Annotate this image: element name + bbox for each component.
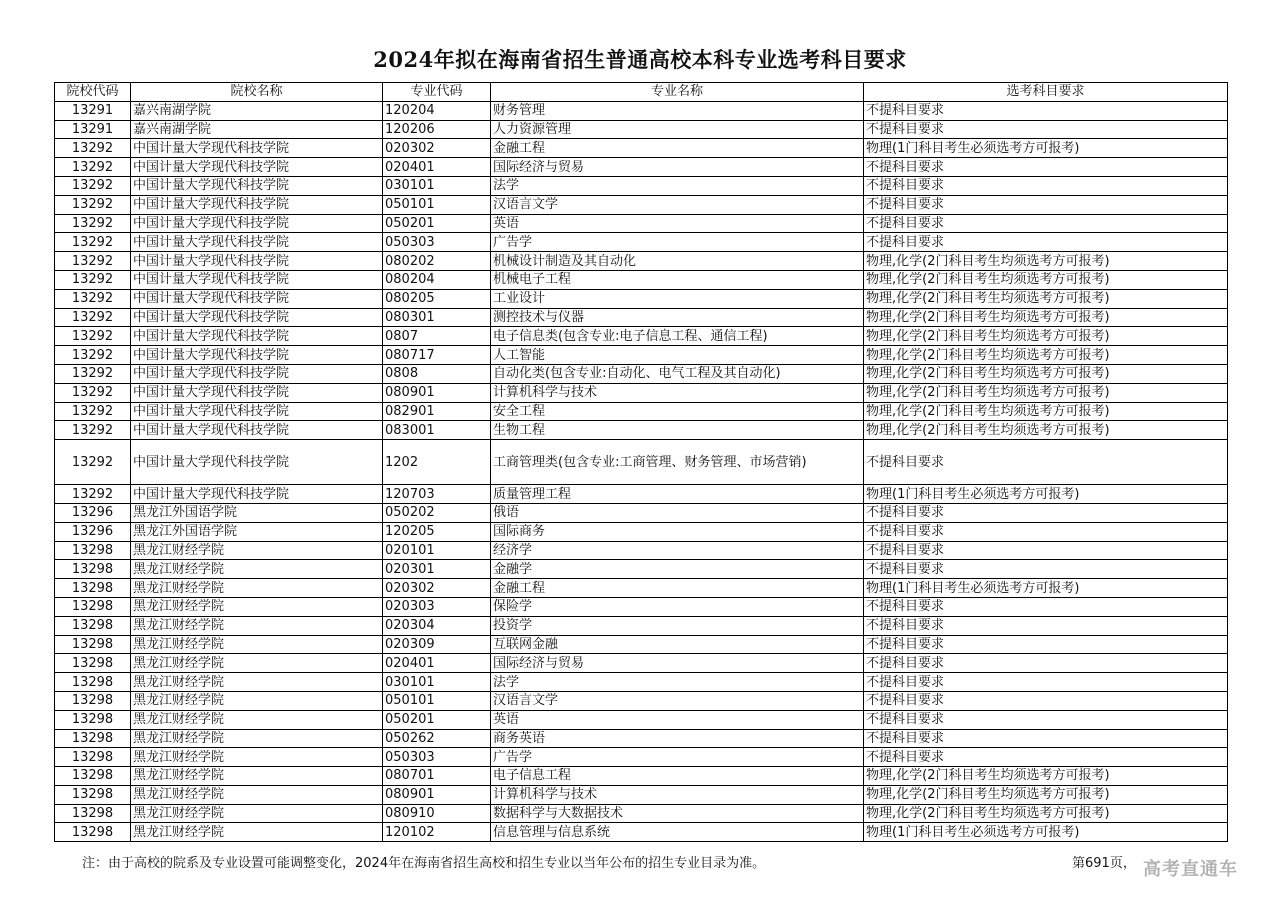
major-name-cell: 法学 (491, 176, 864, 195)
school-name-cell: 中国计量大学现代科技学院 (131, 346, 383, 365)
subject-requirement-cell: 物理,化学(2门科目考生均须选考方可报考) (864, 767, 1228, 786)
table-row (55, 635, 1228, 654)
school-code-cell: 13292 (55, 327, 131, 346)
major-name-cell: 生物工程 (491, 421, 864, 440)
major-name-cell: 电子信息类(包含专业:电子信息工程、通信工程) (491, 327, 864, 346)
subject-requirement-cell: 不提科目要求 (864, 597, 1228, 616)
major-code-cell: 020101 (383, 541, 491, 560)
major-code-cell: 030101 (383, 176, 491, 195)
table-row (55, 616, 1228, 635)
subject-requirement-cell: 不提科目要求 (864, 710, 1228, 729)
table-row (55, 748, 1228, 767)
school-name-cell: 黑龙江财经学院 (131, 616, 383, 635)
subject-requirement-cell: 不提科目要求 (864, 748, 1228, 767)
school-name-cell: 黑龙江财经学院 (131, 785, 383, 804)
school-name-cell: 黑龙江财经学院 (131, 673, 383, 692)
school-code-cell: 13298 (55, 823, 131, 842)
school-code-cell: 13292 (55, 440, 131, 485)
major-code-cell: 080205 (383, 289, 491, 308)
school-code-cell: 13298 (55, 560, 131, 579)
school-name-cell: 中国计量大学现代科技学院 (131, 485, 383, 504)
school-code-cell: 13292 (55, 346, 131, 365)
school-code-cell: 13292 (55, 195, 131, 214)
subject-requirement-cell: 物理,化学(2门科目考生均须选考方可报考) (864, 308, 1228, 327)
school-code-cell: 13292 (55, 485, 131, 504)
school-name-cell: 黑龙江外国语学院 (131, 503, 383, 522)
subject-requirement-cell: 不提科目要求 (864, 440, 1228, 485)
school-name-cell: 黑龙江财经学院 (131, 804, 383, 823)
school-code-cell: 13296 (55, 522, 131, 541)
major-name-cell: 测控技术与仪器 (491, 308, 864, 327)
table-row (55, 654, 1228, 673)
subject-requirement-cell: 不提科目要求 (864, 503, 1228, 522)
school-name-cell: 中国计量大学现代科技学院 (131, 233, 383, 252)
table-row (55, 308, 1228, 327)
school-code-cell: 13298 (55, 710, 131, 729)
subject-requirement-cell: 不提科目要求 (864, 729, 1228, 748)
subject-requirement-cell: 物理,化学(2门科目考生均须选考方可报考) (864, 804, 1228, 823)
subject-requirement-cell: 不提科目要求 (864, 560, 1228, 579)
table-row (55, 402, 1228, 421)
school-name-cell: 中国计量大学现代科技学院 (131, 176, 383, 195)
major-name-cell: 国际商务 (491, 522, 864, 541)
school-name-cell: 中国计量大学现代科技学院 (131, 252, 383, 271)
school-code-cell: 13292 (55, 252, 131, 271)
table-row (55, 541, 1228, 560)
subject-requirement-cell: 不提科目要求 (864, 541, 1228, 560)
major-name-cell: 自动化类(包含专业:自动化、电气工程及其自动化) (491, 364, 864, 383)
table-row (55, 823, 1228, 842)
subject-requirement-cell: 物理,化学(2门科目考生均须选考方可报考) (864, 364, 1228, 383)
school-name-cell: 中国计量大学现代科技学院 (131, 402, 383, 421)
major-name-cell: 经济学 (491, 541, 864, 560)
major-code-cell: 030101 (383, 673, 491, 692)
major-name-cell: 计算机科学与技术 (491, 785, 864, 804)
major-code-cell: 120102 (383, 823, 491, 842)
major-code-cell: 020309 (383, 635, 491, 654)
major-code-cell: 050202 (383, 503, 491, 522)
major-code-cell: 050101 (383, 691, 491, 710)
subject-requirement-cell: 物理,化学(2门科目考生均须选考方可报考) (864, 383, 1228, 402)
subject-requirement-cell: 物理,化学(2门科目考生均须选考方可报考) (864, 327, 1228, 346)
subject-requirement-cell: 不提科目要求 (864, 195, 1228, 214)
subject-requirement-cell: 物理,化学(2门科目考生均须选考方可报考) (864, 346, 1228, 365)
school-code-cell: 13298 (55, 804, 131, 823)
table-row (55, 804, 1228, 823)
school-name-cell: 中国计量大学现代科技学院 (131, 270, 383, 289)
school-name-cell: 中国计量大学现代科技学院 (131, 195, 383, 214)
major-code-cell: 050303 (383, 748, 491, 767)
header-subject-requirement: 选考科目要求 (864, 83, 1228, 102)
subject-requirement-cell: 物理,化学(2门科目考生均须选考方可报考) (864, 270, 1228, 289)
major-name-cell: 国际经济与贸易 (491, 654, 864, 673)
major-code-cell: 083001 (383, 421, 491, 440)
table-row (55, 346, 1228, 365)
major-code-cell: 0808 (383, 364, 491, 383)
school-code-cell: 13292 (55, 158, 131, 177)
school-name-cell: 中国计量大学现代科技学院 (131, 308, 383, 327)
major-name-cell: 财务管理 (491, 101, 864, 120)
subject-requirement-cell: 不提科目要求 (864, 654, 1228, 673)
subject-requirement-cell: 不提科目要求 (864, 101, 1228, 120)
subject-requirement-cell: 不提科目要求 (864, 616, 1228, 635)
header-school-code: 院校代码 (55, 83, 131, 102)
table-row (55, 233, 1228, 252)
major-code-cell: 080901 (383, 785, 491, 804)
table-row (55, 767, 1228, 786)
school-name-cell: 嘉兴南湖学院 (131, 120, 383, 139)
subject-requirement-cell: 不提科目要求 (864, 673, 1228, 692)
table-row (55, 120, 1228, 139)
table-row (55, 214, 1228, 233)
major-code-cell: 120703 (383, 485, 491, 504)
major-name-cell: 保险学 (491, 597, 864, 616)
table-row (55, 289, 1228, 308)
subject-requirement-cell: 物理(1门科目考生必须选考方可报考) (864, 823, 1228, 842)
major-name-cell: 安全工程 (491, 402, 864, 421)
school-name-cell: 中国计量大学现代科技学院 (131, 214, 383, 233)
school-code-cell: 13292 (55, 402, 131, 421)
major-name-cell: 信息管理与信息系统 (491, 823, 864, 842)
school-code-cell: 13298 (55, 767, 131, 786)
school-code-cell: 13292 (55, 308, 131, 327)
school-code-cell: 13298 (55, 579, 131, 598)
school-code-cell: 13298 (55, 616, 131, 635)
table-row (55, 522, 1228, 541)
major-code-cell: 080301 (383, 308, 491, 327)
school-code-cell: 13298 (55, 541, 131, 560)
major-name-cell: 俄语 (491, 503, 864, 522)
school-name-cell: 中国计量大学现代科技学院 (131, 158, 383, 177)
table-header-row (55, 83, 1228, 102)
table-row (55, 691, 1228, 710)
table-row (55, 195, 1228, 214)
school-code-cell: 13298 (55, 597, 131, 616)
major-code-cell: 020302 (383, 139, 491, 158)
major-code-cell: 080901 (383, 383, 491, 402)
major-code-cell: 050262 (383, 729, 491, 748)
major-code-cell: 0807 (383, 327, 491, 346)
school-name-cell: 中国计量大学现代科技学院 (131, 364, 383, 383)
major-code-cell: 020401 (383, 158, 491, 177)
major-name-cell: 数据科学与大数据技术 (491, 804, 864, 823)
subject-requirement-cell: 不提科目要求 (864, 635, 1228, 654)
school-name-cell: 黑龙江财经学院 (131, 579, 383, 598)
school-code-cell: 13296 (55, 503, 131, 522)
page-title: 2024年拟在海南省招生普通高校本科专业选考科目要求 (373, 47, 907, 72)
school-code-cell: 13292 (55, 233, 131, 252)
school-code-cell: 13292 (55, 270, 131, 289)
table-row (55, 139, 1228, 158)
table-row (55, 101, 1228, 120)
school-name-cell: 黑龙江财经学院 (131, 691, 383, 710)
major-name-cell: 法学 (491, 673, 864, 692)
school-code-cell: 13292 (55, 176, 131, 195)
table-row (55, 710, 1228, 729)
school-code-cell: 13292 (55, 289, 131, 308)
major-name-cell: 电子信息工程 (491, 767, 864, 786)
header-major-code: 专业代码 (383, 83, 491, 102)
subject-requirement-cell: 不提科目要求 (864, 176, 1228, 195)
header-major-name: 专业名称 (491, 83, 864, 102)
major-code-cell: 020304 (383, 616, 491, 635)
major-code-cell: 020303 (383, 597, 491, 616)
school-name-cell: 黑龙江财经学院 (131, 823, 383, 842)
table-row (55, 785, 1228, 804)
school-code-cell: 13298 (55, 673, 131, 692)
school-name-cell: 中国计量大学现代科技学院 (131, 440, 383, 485)
school-name-cell: 中国计量大学现代科技学院 (131, 289, 383, 308)
school-name-cell: 黑龙江财经学院 (131, 541, 383, 560)
major-name-cell: 投资学 (491, 616, 864, 635)
subject-requirement-cell: 物理,化学(2门科目考生均须选考方可报考) (864, 289, 1228, 308)
major-name-cell: 金融学 (491, 560, 864, 579)
major-code-cell: 080910 (383, 804, 491, 823)
major-name-cell: 工业设计 (491, 289, 864, 308)
major-name-cell: 计算机科学与技术 (491, 383, 864, 402)
school-code-cell: 13298 (55, 654, 131, 673)
table-row (55, 597, 1228, 616)
school-code-cell: 13292 (55, 139, 131, 158)
major-name-cell: 人力资源管理 (491, 120, 864, 139)
table-row (55, 252, 1228, 271)
school-name-cell: 嘉兴南湖学院 (131, 101, 383, 120)
school-code-cell: 13298 (55, 748, 131, 767)
school-code-cell: 13292 (55, 364, 131, 383)
footer-note: 注：由于高校的院系及专业设置可能调整变化，2024年在海南省招生高校和招生专业以当年公布的招生专业目录为准。 (82, 856, 766, 871)
subject-requirement-cell: 不提科目要求 (864, 691, 1228, 710)
major-code-cell: 050101 (383, 195, 491, 214)
school-code-cell: 13298 (55, 635, 131, 654)
major-name-cell: 机械设计制造及其自动化 (491, 252, 864, 271)
major-name-cell: 广告学 (491, 233, 864, 252)
table-row (55, 421, 1228, 440)
major-code-cell: 020302 (383, 579, 491, 598)
subject-requirement-cell: 物理,化学(2门科目考生均须选考方可报考) (864, 252, 1228, 271)
requirements-table (54, 82, 1228, 842)
subject-requirement-cell: 物理(1门科目考生必须选考方可报考) (864, 485, 1228, 504)
school-code-cell: 13298 (55, 729, 131, 748)
school-name-cell: 中国计量大学现代科技学院 (131, 139, 383, 158)
school-code-cell: 13291 (55, 120, 131, 139)
major-code-cell: 080202 (383, 252, 491, 271)
table-row (55, 383, 1228, 402)
subject-requirement-cell: 物理(1门科目考生必须选考方可报考) (864, 579, 1228, 598)
major-name-cell: 英语 (491, 710, 864, 729)
school-name-cell: 黑龙江外国语学院 (131, 522, 383, 541)
major-code-cell: 080701 (383, 767, 491, 786)
major-name-cell: 人工智能 (491, 346, 864, 365)
major-name-cell: 商务英语 (491, 729, 864, 748)
table-row (55, 503, 1228, 522)
school-name-cell: 黑龙江财经学院 (131, 729, 383, 748)
major-code-cell: 1202 (383, 440, 491, 485)
major-code-cell: 120206 (383, 120, 491, 139)
major-name-cell: 机械电子工程 (491, 270, 864, 289)
school-name-cell: 中国计量大学现代科技学院 (131, 421, 383, 440)
major-code-cell: 020301 (383, 560, 491, 579)
table-row (55, 729, 1228, 748)
major-name-cell: 互联网金融 (491, 635, 864, 654)
school-name-cell: 中国计量大学现代科技学院 (131, 327, 383, 346)
header-school-name: 院校名称 (131, 83, 383, 102)
major-name-cell: 工商管理类(包含专业:工商管理、财务管理、市场营销) (491, 440, 864, 485)
school-code-cell: 13292 (55, 214, 131, 233)
subject-requirement-cell: 不提科目要求 (864, 214, 1228, 233)
table-row (55, 560, 1228, 579)
major-name-cell: 国际经济与贸易 (491, 158, 864, 177)
major-name-cell: 汉语言文学 (491, 691, 864, 710)
major-code-cell: 120204 (383, 101, 491, 120)
subject-requirement-cell: 物理,化学(2门科目考生均须选考方可报考) (864, 421, 1228, 440)
school-code-cell: 13292 (55, 383, 131, 402)
major-name-cell: 英语 (491, 214, 864, 233)
school-code-cell: 13292 (55, 421, 131, 440)
watermark: 高考直通车 (1143, 859, 1238, 880)
major-name-cell: 广告学 (491, 748, 864, 767)
school-name-cell: 黑龙江财经学院 (131, 767, 383, 786)
major-name-cell: 汉语言文学 (491, 195, 864, 214)
table-row (55, 673, 1228, 692)
subject-requirement-cell: 不提科目要求 (864, 158, 1228, 177)
subject-requirement-cell: 不提科目要求 (864, 522, 1228, 541)
school-name-cell: 黑龙江财经学院 (131, 560, 383, 579)
major-code-cell: 050303 (383, 233, 491, 252)
subject-requirement-cell: 物理,化学(2门科目考生均须选考方可报考) (864, 785, 1228, 804)
table-row (55, 364, 1228, 383)
major-code-cell: 050201 (383, 214, 491, 233)
table-row (55, 270, 1228, 289)
school-name-cell: 黑龙江财经学院 (131, 597, 383, 616)
subject-requirement-cell: 物理,化学(2门科目考生均须选考方可报考) (864, 402, 1228, 421)
school-code-cell: 13298 (55, 691, 131, 710)
table-row (55, 158, 1228, 177)
major-name-cell: 金融工程 (491, 139, 864, 158)
page-number: 第691页， (1072, 856, 1136, 871)
school-name-cell: 黑龙江财经学院 (131, 748, 383, 767)
subject-requirement-cell: 不提科目要求 (864, 233, 1228, 252)
school-name-cell: 黑龙江财经学院 (131, 635, 383, 654)
major-code-cell: 080204 (383, 270, 491, 289)
table-row (55, 485, 1228, 504)
major-name-cell: 金融工程 (491, 579, 864, 598)
subject-requirement-cell: 不提科目要求 (864, 120, 1228, 139)
major-code-cell: 050201 (383, 710, 491, 729)
school-code-cell: 13298 (55, 785, 131, 804)
table-row (55, 440, 1228, 485)
school-code-cell: 13291 (55, 101, 131, 120)
major-name-cell: 质量管理工程 (491, 485, 864, 504)
table-row (55, 327, 1228, 346)
table-row (55, 579, 1228, 598)
major-code-cell: 120205 (383, 522, 491, 541)
school-name-cell: 黑龙江财经学院 (131, 710, 383, 729)
school-name-cell: 黑龙江财经学院 (131, 654, 383, 673)
table-row (55, 176, 1228, 195)
major-code-cell: 020401 (383, 654, 491, 673)
subject-requirement-cell: 物理(1门科目考生必须选考方可报考) (864, 139, 1228, 158)
school-name-cell: 中国计量大学现代科技学院 (131, 383, 383, 402)
major-code-cell: 080717 (383, 346, 491, 365)
major-code-cell: 082901 (383, 402, 491, 421)
